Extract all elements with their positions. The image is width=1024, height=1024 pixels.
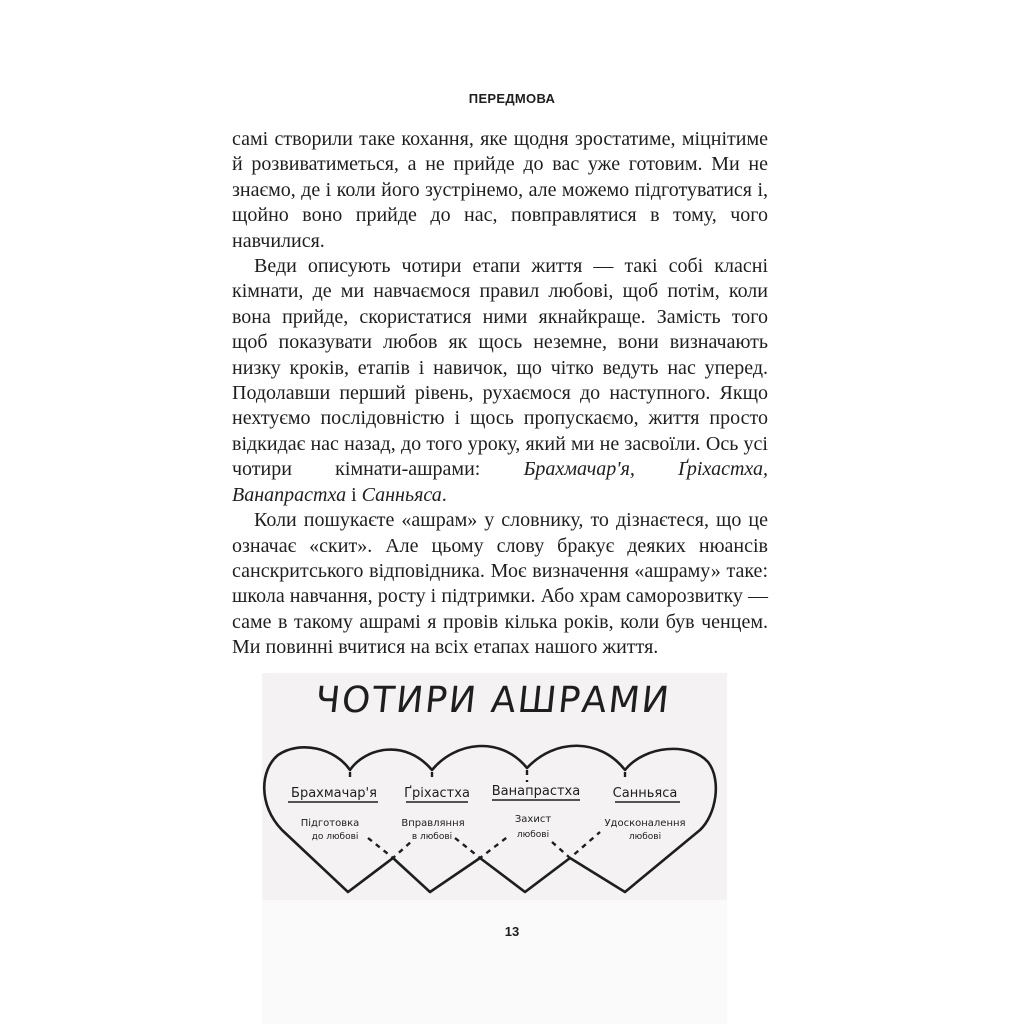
stage-vanaprastha [492,784,580,840]
ashram-sannyasa-italic: Санньяса [361,483,442,506]
stage-name: Ванапрастха [491,784,581,799]
stage-sannyasa [604,786,685,842]
body-text [232,127,768,661]
stage-line1: Підготовка [300,818,360,829]
stage-brahmacharya [288,786,378,842]
hearts-diagram [262,673,727,900]
figure-background-extension [262,900,727,1024]
stage-grihastha [401,786,470,842]
paragraph-1: самі створили таке кохання, яке щодня зростатиме, міцнітиме й розвиватиметься, а не прийде до вас уже готовим. Ми не знаємо, де і коли його зустрінемо, але можемо підготуватися і, щойно воно прийде до нас, повправлятися в тому, чого навчилися. [232,128,768,252]
stage-name: Ґріхастха [404,786,470,801]
paragraph-2-text: Веди описують чотири етапи життя — такі собі класні кімнати, де ми навчаємося правил любові, щоб потім, коли вона прийде, скористатися ними якнайкраще. Замість того щоб показувати любов як щось неземне, вони визначають низку кроків, етапів і навичок, що чітко ведуть нас уперед. Подолавши перший рівень, рухаємося до наступного. Якщо нехтуємо послідовністю і щось пропускаємо, життя просто відкидає нас назад, до того уроку, який ми не засвоїли. Ось усі чотири кімнати-ашрами: [232,255,768,481]
paragraph-2 [232,254,768,508]
stage-name: Санньяса [612,786,678,801]
page-number: 13 [504,924,520,939]
stage-line2: в любові [411,832,453,842]
four-ashrams-figure [262,673,727,900]
period: . [441,483,447,506]
figure-title: ЧОТИРИ АШРАМИ [313,679,673,721]
conjunction: і [346,483,362,506]
stage-line2: любові [516,830,550,840]
ashram-names-italic: Брахмачар'я, Ґріхастха, Ванапрастха [232,458,768,506]
dashed-connectors [350,770,625,858]
stage-line2: до любові [311,832,359,842]
paragraph-3: Коли пошукаєте «ашрам» у словнику, то дізнаєтеся, що це означає «скит». Але цьому слову бракує деяких нюансів санскритського відповідника. Моє визначення «ашраму» таке: школа навчання, росту і підтримки. Або храм саморозвитку — саме в такому ашрамі я провів кілька років, коли був ченцем. Ми повинні вчитися на всіх етапах нашого життя. [232,509,768,659]
stage-line1: Удосконалення [604,818,686,829]
stage-line1: Захист [514,814,552,825]
stage-line2: любові [628,832,662,842]
stage-line1: Вправляння [401,818,465,829]
running-head: ПЕРЕДМОВА [468,91,556,106]
stage-name: Брахмачар'я [291,786,377,801]
